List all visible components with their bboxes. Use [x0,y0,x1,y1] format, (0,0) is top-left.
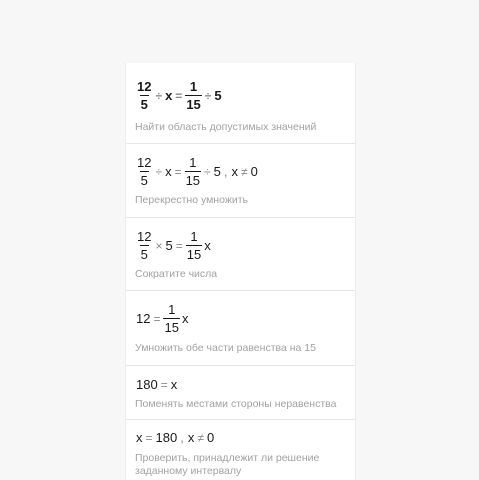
equals-sign: = [175,238,183,253]
variable-x: x [187,430,195,445]
not-equal-sign: ≠ [197,430,204,445]
number: 5 [165,238,173,253]
variable-x: x [165,164,172,179]
fraction: $\frac{12}{5}$ [137,155,152,188]
step-3-description: Сократите числа [135,268,218,280]
step-6-expression [135,431,215,444]
number: 180 [136,377,158,392]
equals-sign: = [145,430,153,445]
equals-sign: = [175,88,183,103]
step-3-expression [135,230,212,261]
divide-sign: ÷ [204,164,211,179]
number: 5 [214,88,222,103]
fraction: $\frac{1}{15}$ [185,155,201,188]
solution-step-3[interactable] [126,218,355,291]
not-equal-sign: ≠ [241,164,248,179]
step-4-description: Умножить обе части равенства на 15 [135,342,316,354]
divide-sign: ÷ [155,164,163,179]
variable-x: x [170,377,178,392]
fraction: $\frac{1}{15}$ [186,79,201,112]
number: 0 [250,164,258,179]
fraction: $\frac{12}{5}$ [137,229,152,262]
step-6-description: Проверить, принадлежит ли решение заданному интервалу [135,452,320,477]
solution-step-4[interactable] [126,291,355,366]
variable-x: x [136,430,143,445]
equals-sign: = [174,164,182,179]
step-2-expression [135,156,259,187]
step-5-description: Поменять местами стороны неравенства [135,398,337,410]
divide-sign: ÷ [155,88,163,103]
step-1-description: Найти область допустимых значений [135,121,317,133]
solution-step-1[interactable] [126,63,355,144]
solution-step-2[interactable] [126,144,355,218]
step-2-description: Перекрестно умножить [135,194,248,206]
solution-step-6[interactable] [126,420,355,480]
number: 180 [155,430,178,445]
variable-x: x [231,164,238,179]
step-1-expression [135,80,223,111]
equals-sign: = [160,377,168,392]
fraction: $\frac{12}{5}$ [137,79,152,112]
fraction: $\frac{1}{15}$ [164,302,179,335]
equals-sign: = [153,311,161,326]
step-4-expression [135,303,189,334]
comma: , [180,430,184,445]
divide-sign: ÷ [204,88,212,103]
variable-x: x [204,238,211,253]
number: 0 [206,430,215,445]
comma: , [223,164,228,179]
step-5-expression [135,378,178,391]
number: 12 [136,311,151,326]
multiply-sign: × [155,238,163,253]
solution-step-5[interactable] [126,366,355,420]
variable-x: x [181,311,189,326]
solution-steps-panel [125,63,356,480]
variable-x: x [165,88,173,103]
number: 5 [213,164,221,179]
fraction: $\frac{1}{15}$ [186,229,202,262]
